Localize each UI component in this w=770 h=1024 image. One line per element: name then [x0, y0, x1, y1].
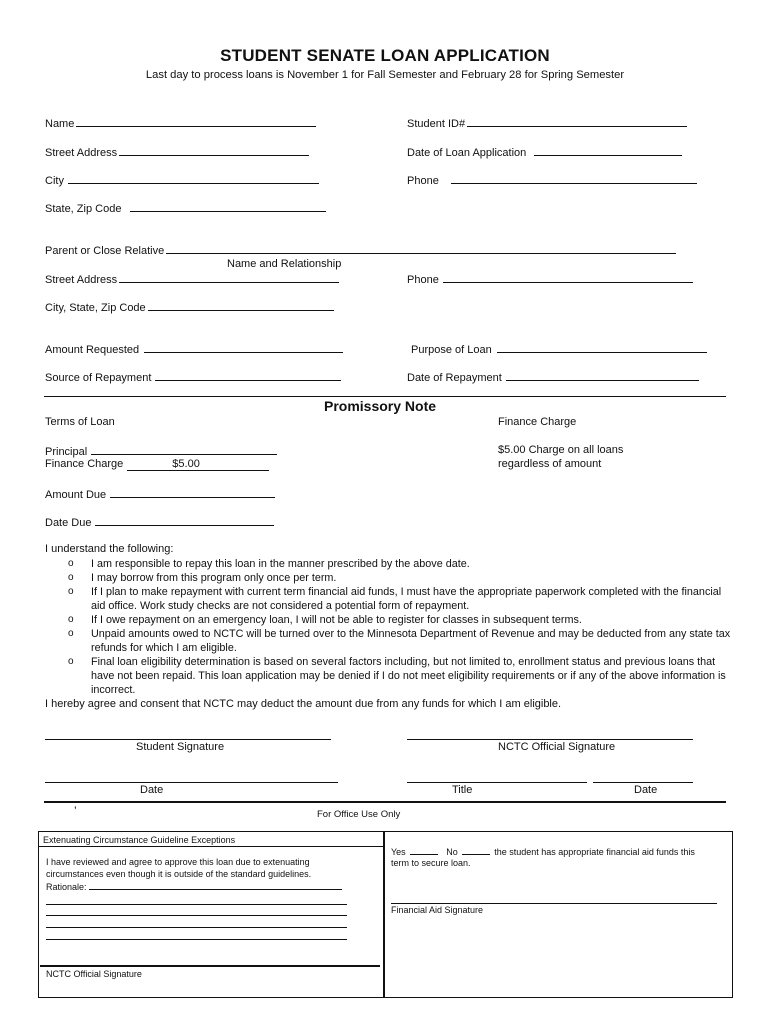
official-date-line[interactable]: [593, 782, 693, 783]
yes-blank[interactable]: [410, 846, 438, 855]
amount-due-label: Amount Due: [45, 489, 107, 501]
exceptions-title-rule: [38, 846, 383, 847]
date-due-field[interactable]: [45, 515, 274, 529]
date-due-label: Date Due: [45, 517, 92, 529]
bullet-symbol: o: [68, 572, 74, 583]
principal-field[interactable]: [45, 444, 277, 458]
date-repayment-field[interactable]: [407, 370, 699, 384]
financial-aid-signature-label: Financial Aid Signature: [391, 905, 484, 915]
student-date-line[interactable]: [45, 782, 338, 783]
funds-text-2: term to secure loan.: [391, 858, 471, 868]
student-signature-label: Student Signature: [136, 741, 225, 753]
terms-label: Terms of Loan: [45, 416, 115, 428]
phone-field[interactable]: [407, 173, 697, 187]
exceptions-text-2: circumstances even though it is outside of the standard guidelines.: [46, 869, 312, 879]
bullet-symbol: o: [68, 614, 74, 625]
source-repayment-label: Source of Repayment: [45, 372, 152, 384]
title-line[interactable]: [407, 782, 587, 783]
relative-phone-label: Phone: [407, 274, 439, 286]
yes-label: Yes: [391, 847, 406, 857]
left-signature-line[interactable]: [40, 965, 380, 967]
rationale-line[interactable]: [46, 939, 347, 940]
understand-intro: I understand the following:: [45, 543, 174, 555]
finance-charge-heading: Finance Charge: [498, 416, 577, 428]
date-of-application-field[interactable]: [407, 145, 682, 159]
rationale-line[interactable]: [46, 927, 347, 928]
state-zip-label: State, Zip Code: [45, 203, 122, 215]
parent-relative-field[interactable]: [45, 243, 676, 257]
list-item: o Unpaid amounts owed to NCTC will be turned over to the Minnesota Department of Revenue and may be deducted from any state tax refunds for which I am eligible.: [68, 628, 731, 654]
finance-charge-value: $5.00: [127, 458, 269, 471]
phone-label: Phone: [407, 175, 439, 187]
financial-aid-signature-line[interactable]: [391, 903, 717, 904]
no-label: No: [446, 847, 458, 857]
student-date-label: Date: [140, 784, 164, 796]
name-label: Name: [45, 118, 75, 130]
name-field[interactable]: [45, 116, 316, 130]
amount-requested-field[interactable]: [45, 342, 343, 356]
student-id-field[interactable]: [407, 116, 687, 130]
rationale-label: Rationale:: [46, 882, 87, 892]
stray-mark: ’: [74, 804, 77, 818]
relative-city-state-zip-label: City, State, Zip Code: [45, 302, 146, 314]
section-divider: [44, 396, 726, 397]
student-signature-line[interactable]: [45, 739, 331, 740]
parent-relative-label: Parent or Close Relative: [45, 245, 165, 257]
bullet-symbol: o: [68, 558, 74, 569]
finance-charge-label: Finance Charge: [45, 458, 124, 470]
source-repayment-field[interactable]: [45, 370, 341, 384]
relative-phone-field[interactable]: [407, 272, 693, 286]
city-field[interactable]: [45, 173, 319, 187]
charge-note-2: regardless of amount: [498, 458, 602, 470]
yes-no-row[interactable]: [391, 846, 695, 857]
bullet-symbol: o: [68, 656, 74, 667]
page-title: STUDENT SENATE LOAN APPLICATION: [220, 46, 550, 65]
official-signature-line[interactable]: [407, 739, 693, 740]
name-relationship-caption: Name and Relationship: [227, 258, 342, 270]
exceptions-text-1: I have reviewed and agree to approve this loan due to extenuating: [46, 857, 310, 867]
bullet-symbol: o: [68, 628, 74, 639]
exceptions-title: Extenuating Circumstance Guideline Exceptions: [43, 835, 236, 845]
list-item: o I am responsible to repay this loan in the manner prescribed by the above date.: [68, 558, 470, 570]
list-item: o If I plan to make repayment with current term financial aid funds, I must have the appropriate paperwork completed with the financial aid office. Work study checks are not considered a potential form of repayment.: [68, 586, 722, 612]
funds-text-1: the student has appropriate financial aid funds this: [494, 847, 695, 857]
office-divider: [44, 801, 726, 803]
date-of-application-label: Date of Loan Application: [407, 147, 527, 159]
street-address-field[interactable]: [45, 145, 309, 159]
principal-label: Principal: [45, 446, 88, 458]
date-repayment-label: Date of Repayment: [407, 372, 502, 384]
charge-note-1: $5.00 Charge on all loans: [498, 444, 624, 456]
amount-requested-label: Amount Requested: [45, 344, 140, 356]
relative-city-state-zip-field[interactable]: [45, 300, 334, 314]
rationale-field[interactable]: [46, 881, 342, 892]
title-label: Title: [452, 784, 473, 796]
terms-list: [64, 557, 734, 697]
purpose-field[interactable]: [411, 342, 707, 356]
student-id-label: Student ID#: [407, 118, 466, 130]
official-signature-label: NCTC Official Signature: [498, 741, 616, 753]
city-label: City: [45, 175, 64, 187]
no-blank[interactable]: [462, 846, 490, 855]
consent-text: I hereby agree and consent that NCTC may deduct the amount due from any funds for which I am eligible.: [45, 698, 562, 710]
relative-street-label: Street Address: [45, 274, 118, 286]
finance-charge-field: [45, 458, 269, 471]
left-signature-label: NCTC Official Signature: [46, 969, 142, 979]
list-item: o I may borrow from this program only once per term.: [68, 572, 337, 584]
list-item: o Final loan eligibility determination is based on several factors including, but not limited to, enrollment status and previous loans that have not been repaid. This loan application may be denied if I do not meet eligibility requirements or if any of the above information is incorrect.: [68, 656, 726, 696]
rationale-line[interactable]: [46, 904, 347, 905]
street-address-label: Street Address: [45, 147, 118, 159]
office-use-heading: For Office Use Only: [317, 809, 401, 820]
relative-street-field[interactable]: [45, 272, 339, 286]
list-item: o If I owe repayment on an emergency loan, I will not be able to register for classes in subsequent terms.: [68, 614, 582, 626]
purpose-label: Purpose of Loan: [411, 344, 492, 356]
page-subtitle: Last day to process loans is November 1 for Fall Semester and February 28 for Spring Semester: [145, 69, 625, 81]
state-zip-field[interactable]: [45, 201, 326, 215]
amount-due-field[interactable]: [45, 487, 275, 501]
rationale-line[interactable]: [46, 915, 347, 916]
official-date-label: Date: [634, 784, 658, 796]
bullet-symbol: o: [68, 586, 74, 597]
promissory-heading: Promissory Note: [324, 398, 437, 414]
